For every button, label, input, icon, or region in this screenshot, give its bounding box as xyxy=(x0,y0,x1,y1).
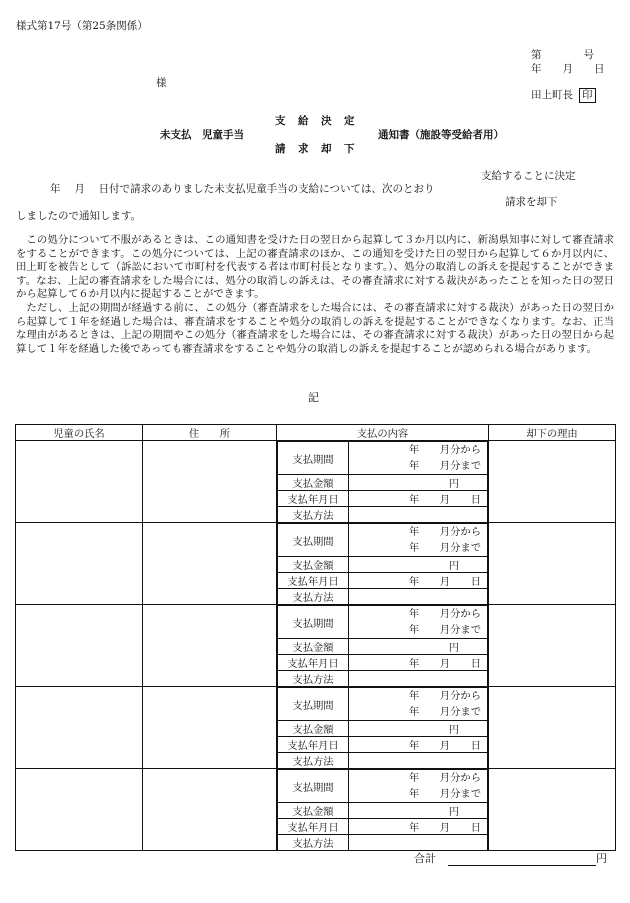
period-from: 年 月分から xyxy=(408,690,481,702)
period-to: 年 月分まで xyxy=(408,706,481,718)
payment-amount-label: 支払金額 xyxy=(278,639,349,655)
payment-amount-value[interactable]: 円 xyxy=(349,721,488,737)
payment-method-value[interactable] xyxy=(349,589,488,605)
payment-amount-value[interactable]: 円 xyxy=(349,639,488,655)
rejection-reason-cell[interactable] xyxy=(489,769,616,851)
payment-date-value[interactable]: 年 月 日 xyxy=(349,573,488,589)
period-from: 年 月分から xyxy=(408,608,481,620)
period-to: 年 月分まで xyxy=(408,542,481,554)
rejection-reason-cell[interactable] xyxy=(489,523,616,605)
rejection-reason-cell[interactable] xyxy=(489,687,616,769)
total-label: 合計 xyxy=(414,852,436,865)
payment-date-label: 支払年月日 xyxy=(278,573,349,589)
payment-content-cell xyxy=(277,687,489,769)
payment-detail xyxy=(277,605,488,686)
payment-method-label: 支払方法 xyxy=(278,671,349,687)
payment-content-cell xyxy=(277,605,489,687)
issuer xyxy=(531,87,596,103)
title-option-bottom: 請 求 却 下 xyxy=(275,143,356,155)
child-name-cell[interactable] xyxy=(16,605,143,687)
payment-method-label: 支払方法 xyxy=(278,507,349,523)
payment-date-value[interactable]: 年 月 日 xyxy=(349,655,488,671)
payment-detail xyxy=(277,769,488,850)
period-to: 年 月分まで xyxy=(408,460,481,472)
title-prefix: 未支払 児童手当 xyxy=(160,129,244,141)
total-field[interactable] xyxy=(448,853,596,866)
header-payment-content: 支払の内容 xyxy=(277,425,489,441)
payment-date-label: 支払年月日 xyxy=(278,819,349,835)
period-to: 年 月分まで xyxy=(408,788,481,800)
payment-period-value[interactable] xyxy=(349,524,488,557)
payment-method-label: 支払方法 xyxy=(278,835,349,851)
total-unit: 円 xyxy=(596,852,607,865)
header-rejection-reason: 却下の理由 xyxy=(489,425,616,441)
table-row xyxy=(16,605,616,687)
payment-content-cell xyxy=(277,523,489,605)
period-from: 年 月分から xyxy=(408,526,481,538)
header-address: 住 所 xyxy=(143,425,277,441)
payment-amount-label: 支払金額 xyxy=(278,475,349,491)
address-cell[interactable] xyxy=(143,523,277,605)
payment-content-cell xyxy=(277,441,489,523)
payment-method-label: 支払方法 xyxy=(278,589,349,605)
address-cell[interactable] xyxy=(143,441,277,523)
payment-amount-value[interactable]: 円 xyxy=(349,557,488,573)
child-name-cell[interactable] xyxy=(16,769,143,851)
period-from: 年 月分から xyxy=(408,444,481,456)
title-option-top: 支 給 決 定 xyxy=(275,115,356,127)
payment-detail xyxy=(277,441,488,522)
payment-method-value[interactable] xyxy=(349,671,488,687)
payment-period-label: 支払期間 xyxy=(278,524,349,557)
notice-paragraph-2: ただし、上記の期間が経過する前に、この処分（審査請求をした場合には、その審査請求に対する裁決）があった日の翌日から起算して１年を経過した場合は、審査請求をすることや処分の取消しの訴えを提起することができなくなります。なお、正当な理由があるときは、上記の期間やこの処分（審査請求をした場合には、その審査請求に対する裁決）があった日の翌日から起算して１年を経過した後であっても審査請求をすることや処分の取消しの訴えを提起することが認められる場合があります。 xyxy=(16,302,614,355)
total xyxy=(414,850,607,866)
payment-period-label: 支払期間 xyxy=(278,606,349,639)
form-id: 様式第17号（第25条関係） xyxy=(16,20,148,32)
period-to: 年 月分まで xyxy=(408,624,481,636)
payment-amount-value[interactable]: 円 xyxy=(349,803,488,819)
seal-stamp: 印 xyxy=(579,88,596,103)
table-header-row xyxy=(16,425,616,441)
payment-date-label: 支払年月日 xyxy=(278,655,349,671)
payment-date-value[interactable]: 年 月 日 xyxy=(349,491,488,507)
date-line: 年 月 日 xyxy=(531,63,605,75)
table-row xyxy=(16,523,616,605)
payment-content-cell xyxy=(277,769,489,851)
payment-date-label: 支払年月日 xyxy=(278,737,349,753)
payment-date-value[interactable]: 年 月 日 xyxy=(349,819,488,835)
table-row xyxy=(16,441,616,523)
payment-amount-label: 支払金額 xyxy=(278,803,349,819)
payment-method-value[interactable] xyxy=(349,507,488,523)
payment-method-label: 支払方法 xyxy=(278,753,349,769)
child-name-cell[interactable] xyxy=(16,441,143,523)
rejection-reason-cell[interactable] xyxy=(489,605,616,687)
payment-date-value[interactable]: 年 月 日 xyxy=(349,737,488,753)
child-name-cell[interactable] xyxy=(16,687,143,769)
table-row xyxy=(16,687,616,769)
child-name-cell[interactable] xyxy=(16,523,143,605)
ki-mark: 記 xyxy=(308,391,319,404)
title-suffix: 通知書（施設等受給者用） xyxy=(378,129,504,141)
address-cell[interactable] xyxy=(143,687,277,769)
payment-period-label: 支払期間 xyxy=(278,442,349,475)
table-row xyxy=(16,769,616,851)
notice-paragraph-1: この処分について不服があるときは、この通知書を受けた日の翌日から起算して３か月以内に、新潟県知事に対して審査請求をすることができます。この処分については、上記の審査請求のほか、この通知を受けた日の翌日から起算して６か月以内に、田上町を被告として（訴訟において市町村を代表する者は市町村長となります。）、処分の取消しの訴えを提起することができます。なお、上記の審査請求をした場合には、処分の取消しの訴えは、その審査請求に対する裁決があったことを知った日の翌日から起算して６か月以内に提起することができます。 xyxy=(16,234,614,301)
payment-amount-value[interactable]: 円 xyxy=(349,475,488,491)
payment-period-value[interactable] xyxy=(349,442,488,475)
payment-period-value[interactable] xyxy=(349,606,488,639)
payment-period-value[interactable] xyxy=(349,688,488,721)
intro-main: 年 月 日付で請求のありました未支払児童手当の支給については、次のとおり xyxy=(50,183,435,195)
address-cell[interactable] xyxy=(143,769,277,851)
addressee: 様 xyxy=(156,77,167,89)
payment-detail xyxy=(277,523,488,604)
header-child-name: 児童の氏名 xyxy=(16,425,143,441)
payment-period-label: 支払期間 xyxy=(278,688,349,721)
payment-period-value[interactable] xyxy=(349,770,488,803)
payment-method-value[interactable] xyxy=(349,753,488,769)
payment-period-label: 支払期間 xyxy=(278,770,349,803)
number-line: 第 号 xyxy=(531,49,594,61)
payment-amount-label: 支払金額 xyxy=(278,721,349,737)
address-cell[interactable] xyxy=(143,605,277,687)
period-from: 年 月分から xyxy=(408,772,481,784)
issuer-name: 田上町長 xyxy=(531,89,573,101)
intro-end: しましたので通知します。 xyxy=(16,210,142,222)
payment-table xyxy=(15,424,616,851)
intro-choice-top: 支給することに決定 xyxy=(481,170,576,182)
intro-choice-bottom: 請求を却下 xyxy=(505,196,558,208)
payment-method-value[interactable] xyxy=(349,835,488,851)
rejection-reason-cell[interactable] xyxy=(489,441,616,523)
payment-detail xyxy=(277,687,488,768)
payment-date-label: 支払年月日 xyxy=(278,491,349,507)
payment-amount-label: 支払金額 xyxy=(278,557,349,573)
